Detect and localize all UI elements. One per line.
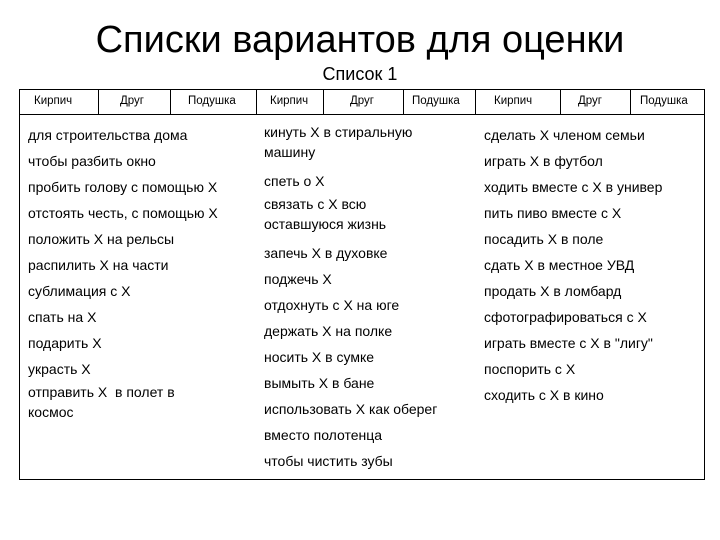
header-divider bbox=[170, 90, 171, 114]
list-item: использовать Х как оберег bbox=[264, 401, 438, 417]
list-item: сходить с Х в кино bbox=[484, 387, 604, 403]
header-divider bbox=[98, 90, 99, 114]
list-item: вместо полотенца bbox=[264, 427, 383, 443]
list-item: посадить Х в поле bbox=[484, 231, 604, 247]
list-item: вымыть Х в бане bbox=[264, 375, 375, 391]
header-pillow-1: Подушка bbox=[188, 95, 236, 107]
list-subtitle: Список 1 bbox=[322, 64, 398, 84]
header-divider bbox=[323, 90, 324, 114]
list-item: кинуть Х в стиральную машину bbox=[264, 124, 413, 160]
list-item: запечь Х в духовке bbox=[264, 245, 388, 261]
header-brick-1: Кирпич bbox=[34, 95, 73, 107]
column-list-1 bbox=[28, 122, 258, 428]
header-divider bbox=[403, 90, 404, 114]
header-pillow-2: Подушка bbox=[412, 95, 460, 107]
list-item: играть Х в футбол bbox=[484, 153, 603, 169]
list-item: распилить Х на части bbox=[28, 257, 169, 273]
list-item: сфотографироваться с Х bbox=[484, 309, 647, 325]
list-item: чтобы разбить окно bbox=[28, 153, 156, 169]
list-item: сдать Х в местное УВД bbox=[484, 257, 635, 273]
list-item: связать с Х всю оставшуюся жизнь bbox=[264, 196, 387, 232]
list-item: украсть Х bbox=[28, 361, 91, 377]
list-item: подарить Х bbox=[28, 335, 102, 351]
list-item: пить пиво вместе с Х bbox=[484, 205, 622, 221]
list-item: сублимация с Х bbox=[28, 283, 131, 299]
header-pillow-3: Подушка bbox=[640, 95, 688, 107]
list-item: спеть о Х bbox=[264, 173, 325, 189]
list-item: играть вместе с Х в "лигу" bbox=[484, 335, 653, 351]
list-item: поспорить с Х bbox=[484, 361, 576, 377]
list-item: носить Х в сумке bbox=[264, 349, 375, 365]
column-list-3 bbox=[484, 122, 702, 408]
options-table bbox=[19, 89, 705, 480]
table-header-row bbox=[20, 90, 704, 115]
list-item: отдохнуть с Х на юге bbox=[264, 297, 400, 313]
list-item: отправить Х в полет в космос bbox=[28, 384, 175, 420]
list-item: чтобы чистить зубы bbox=[264, 453, 393, 469]
header-divider bbox=[256, 90, 257, 114]
header-friend-3: Друг bbox=[578, 95, 602, 107]
list-item: для строительства дома bbox=[28, 127, 188, 143]
header-divider bbox=[630, 90, 631, 114]
list-item: поджечь Х bbox=[264, 271, 332, 287]
slide-title: Списки вариантов для оценки bbox=[95, 19, 625, 61]
list-item: спать на Х bbox=[28, 309, 97, 325]
list-item: ходить вместе с Х в универ bbox=[484, 179, 663, 195]
header-friend-2: Друг bbox=[350, 95, 374, 107]
header-brick-2: Кирпич bbox=[270, 95, 309, 107]
column-list-2 bbox=[264, 122, 479, 474]
header-brick-3: Кирпич bbox=[494, 95, 533, 107]
list-item: держать Х на полке bbox=[264, 323, 393, 339]
header-divider bbox=[560, 90, 561, 114]
list-item: положить Х на рельсы bbox=[28, 231, 175, 247]
list-item: пробить голову с помощью Х bbox=[28, 179, 218, 195]
header-divider bbox=[475, 90, 476, 114]
list-item: продать Х в ломбард bbox=[484, 283, 622, 299]
header-friend-1: Друг bbox=[120, 95, 144, 107]
list-item: отстоять честь, с помощью Х bbox=[28, 205, 218, 221]
list-item: сделать Х членом семьи bbox=[484, 127, 645, 143]
